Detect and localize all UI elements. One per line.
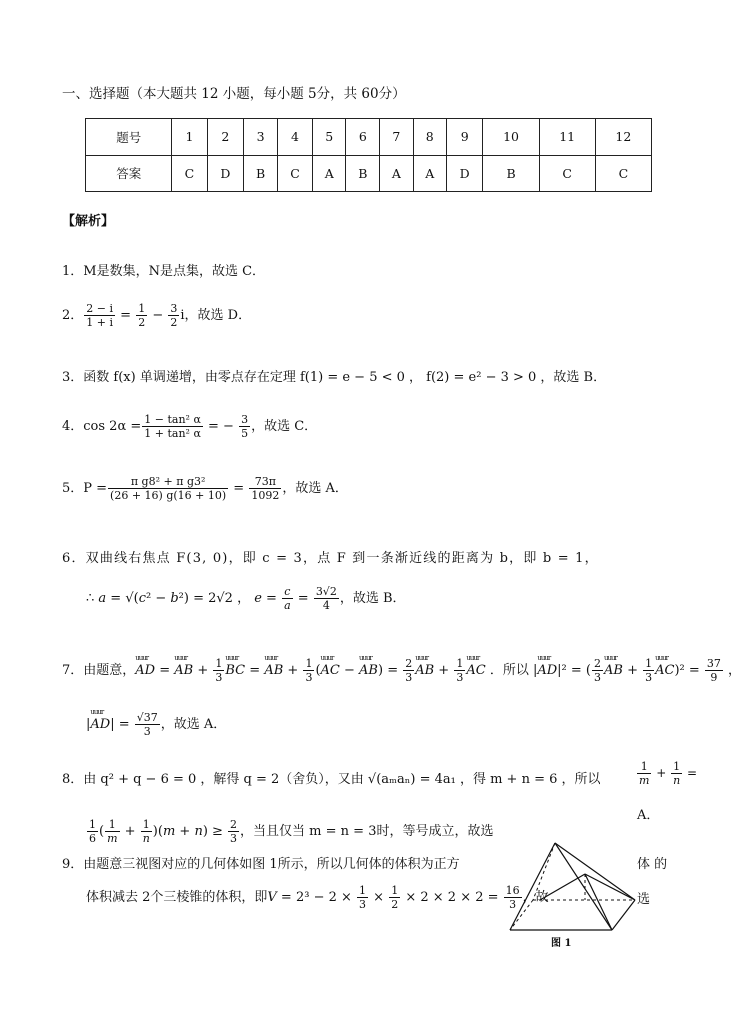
- table-cell: 9: [446, 119, 483, 156]
- table-cell: 11: [539, 119, 595, 156]
- table-cell: 12: [595, 119, 651, 156]
- table-cell: 7: [380, 119, 413, 156]
- table-cell: C: [172, 155, 207, 192]
- item-q9-line2: 体积减去 2个三棱锥的体积，即V = 2³ − 2 × $\frac{1}{3}$ × $\frac{1}{2}$ × 2 × 2 × 2 = $\frac{16}{3}$ ，故: [86, 884, 549, 911]
- q9-line2-end: ，故: [522, 890, 549, 905]
- item-q9-line1: 9．由题意三视图对应的几何体如图 1所示，所以几何体的体积为正方: [62, 857, 460, 872]
- answer-table: [85, 118, 652, 192]
- table-cell: C: [539, 155, 595, 192]
- q9-line2-text: 体积减去 2个三棱锥的体积，即: [86, 890, 268, 905]
- figure-1-solid: [500, 838, 660, 948]
- table-cell: A: [380, 155, 413, 192]
- q6-suffix: ，故选 B．: [339, 591, 406, 606]
- item-q7-line2: |uuur AD| = $\frac{√37}{3}$ ，故选 A．: [86, 711, 226, 738]
- table-row-numbers: [86, 119, 652, 156]
- q7-prefix: 7．由题意，: [62, 663, 136, 678]
- table-cell: D: [446, 155, 483, 192]
- q9-line1-tail: 体 的: [637, 857, 668, 872]
- q8-line1-tail: $\frac{1}{m}$ + $\frac{1}{n}$ =: [639, 760, 698, 787]
- table-cell: 3: [244, 119, 278, 156]
- table-cell: B: [244, 155, 278, 192]
- section-title: 一、选择题（本大题共 12 小题，每小题 5分，共 60分）: [62, 86, 406, 102]
- item-q6-line1: 6．双曲线右焦点 F(3, 0)，即 c = 3，点 F 到一条渐近线的距离为 b，即 b = 1，: [62, 551, 599, 566]
- table-cell: B: [483, 155, 539, 192]
- item-q7-line1: 7．由题意，uuur AD = uuur AB + $\frac{1}{3}$ uuur BC = uuur AB + $\frac{1}{3}$ (uuur AC − uuur AB) = $\frac{2}{3}$ uuur AB + $\frac{1}{3}$ uuur AC ．所以 |uuur AD|² = ( $\frac{2}{3}$ uuur AB + $\frac{1}{3}$ uuur AC)² = $\frac{37}{9}$ ，: [62, 657, 741, 684]
- table-cell: B: [346, 155, 380, 192]
- q2-suffix: ，故选 D．: [184, 308, 252, 323]
- table-cell: D: [207, 155, 244, 192]
- q7-suffix: ，故选 A．: [160, 717, 227, 732]
- q2-prefix: 2．: [62, 308, 84, 323]
- q8-tail: A．: [637, 808, 660, 823]
- table-cell: 6: [346, 119, 380, 156]
- table-cell: A: [413, 155, 446, 192]
- item-q2: 2． $\frac{2 - i}{1 + i}$ = $\frac{1}{2}$ − $\frac{3}{2}$ i，故选 D．: [62, 302, 252, 329]
- table-cell: 10: [483, 119, 539, 156]
- q5-prefix: 5．P =: [62, 481, 108, 496]
- item-q1: 1．M是数集，N是点集，故选 C．: [62, 264, 266, 279]
- item-q8-line2: $\frac{1}{6}$ ( $\frac{1}{m}$ + $\frac{1}{n}$ )(m + n) ≥ $\frac{2}{3}$ ，当且仅当 m = n = 3时，等号成立，故选: [89, 818, 494, 845]
- table-cell: C: [595, 155, 651, 192]
- analysis-label: 【解析】: [62, 214, 115, 229]
- item-q3: 3．函数 f(x) 单调递增，由零点存在定理 f(1) = e − 5 < 0 ， f(2) = e² − 3 > 0 ，故选 B．: [62, 370, 607, 385]
- table-cell: A: [313, 155, 346, 192]
- row-label: 题号: [86, 119, 172, 156]
- q5-suffix: ，故选 A．: [282, 481, 348, 496]
- item-q5: 5．P = $\frac{\text{π g8² + π g3²}}{(26 + 16) g(16 + 10)}$ = $\frac{73\pi}{1092}$ ，故选 A．: [62, 475, 348, 502]
- item-q4: 4．cos 2α = $\frac{\text{1 − tan² α}}{\text{1 + tan² α}}$ = − $\frac{3}{5}$ ，故选 C．: [62, 413, 318, 440]
- figure-label: 图 1: [551, 938, 572, 949]
- q9-line2-tail: 选: [637, 892, 651, 907]
- item-q8-line1: 8．由 q² + q − 6 = 0 ，解得 q = 2（舍负），又由 √(aₘaₙ) = 4a₁ ，得 m + n = 6 ，所以: [62, 772, 601, 787]
- table-cell: 1: [172, 119, 207, 156]
- item-q6-line2: ∴ a = √(c² − b²) = 2√2 ， e = $\frac{c}{a}$ = $\frac{3√2}{4}$ ，故选 B．: [86, 585, 406, 612]
- q4-suffix: ，故选 C．: [251, 419, 318, 434]
- table-cell: 4: [277, 119, 312, 156]
- table-cell: 8: [413, 119, 446, 156]
- table-row-answers: [86, 155, 652, 192]
- q4-prefix: 4．cos 2α =: [62, 419, 142, 434]
- table-cell: 2: [207, 119, 244, 156]
- row-label: 答案: [86, 155, 172, 192]
- table-cell: 5: [313, 119, 346, 156]
- table-cell: C: [277, 155, 312, 192]
- q8-suffix: ，当且仅当 m = n = 3时，等号成立，故选: [240, 824, 494, 839]
- q2-frac: $\frac{2 - i}{1 + i}$: [86, 302, 114, 329]
